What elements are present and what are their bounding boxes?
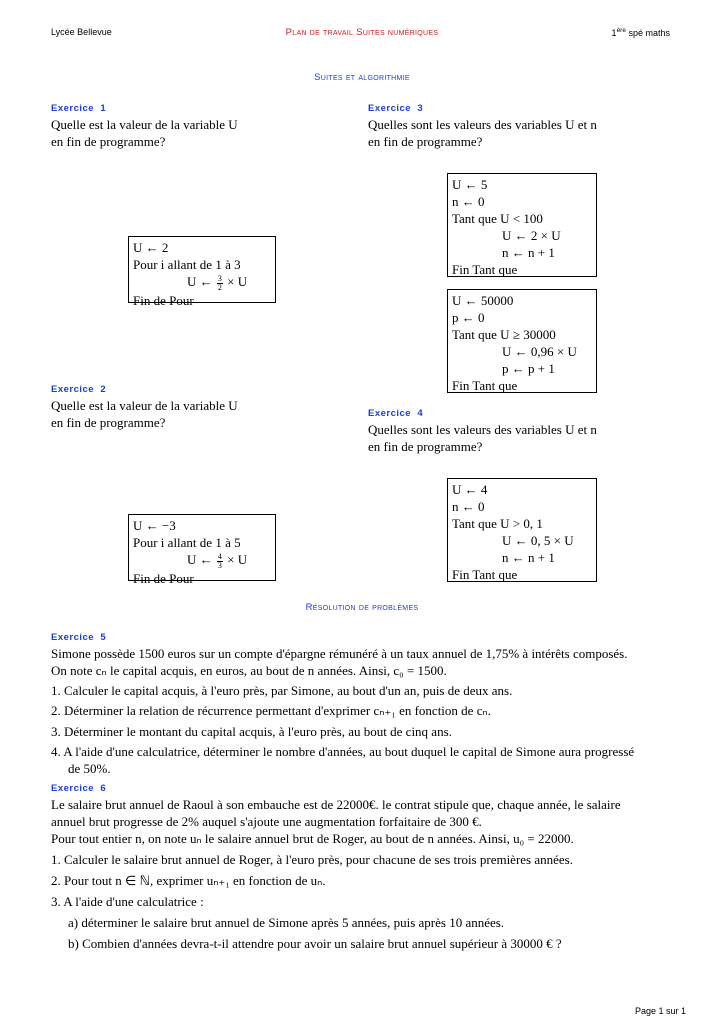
exercise-5-item-1: 1. Calculer le capital acquis, à l'euro près, par Simone, au bout d'un an, puis de deux ans.: [51, 683, 513, 698]
exercise-2-label: Exercice 2: [51, 384, 107, 395]
section-title-problemes: Résolution de problèmes: [305, 602, 419, 613]
exercise-4-algorithm: U ← 4 n ← 0 Tant que U > 0, 1 U ← 0, 5 × U n ← n + 1 Fin Tant que: [447, 478, 597, 582]
exercise-5-item-2: 2. Déterminer la relation de récurrence permettant d'exprimer cₙ₊₁ en fonction de cₙ.: [51, 703, 491, 718]
exercise-6-label: Exercice 6: [51, 783, 107, 794]
exercise-6-item-3: 3. A l'aide d'une calculatrice :: [51, 894, 204, 909]
exercise-3-algorithm-a: U ← 5 n ← 0 Tant que U < 100 U ← 2 × U n ← n + 1 Fin Tant que: [447, 173, 597, 277]
exercise-5-item-3: 3. Déterminer le montant du capital acquis, à l'euro près, au bout de cinq ans.: [51, 724, 452, 739]
exercise-5-item-4: 4. A l'aide d'une calculatrice, déterminer le nombre d'années, au bout duquel le capital de Simone aura progressé: [51, 744, 635, 759]
exercise-1-question: Quelle est la valeur de la variable U en fin de programme?: [51, 117, 238, 149]
exercise-5-item-4-continued: de 50%.: [68, 761, 111, 776]
exercise-3-question: Quelles sont les valeurs des variables U et n en fin de programme?: [368, 117, 597, 149]
header-title: Plan de travail Suites numériques: [285, 27, 439, 38]
header-school: Lycée Bellevue: [51, 27, 112, 37]
section-title-algorithmie: Suites et algorithmie: [314, 72, 410, 83]
exercise-6-item-1: 1. Calculer le salaire brut annuel de Roger, à l'euro près, pour chacune de ses trois premières années.: [51, 852, 573, 867]
exercise-1-algorithm: U ← 2 Pour i allant de 1 à 3 U ← $\frac{3}{2}$ × U Fin de Pour: [128, 236, 276, 303]
header-class: 1ère spé maths: [611, 27, 670, 38]
page-number: Page 1 sur 1: [634, 1006, 686, 1016]
exercise-2-algorithm: U ← −3 Pour i allant de 1 à 5 U ← $\frac{4}{3}$ × U Fin de Pour: [128, 514, 276, 581]
exercise-5-statement: Simone possède 1500 euros sur un compte d'épargne rémunéré à un taux annuel de 1,75% à intérêts composés. On note cₙ le capital acquis, en euros, au bout de n années. Ainsi, c₀ = 1500.: [51, 646, 628, 678]
exercise-2-question: Quelle est la valeur de la variable U en fin de programme?: [51, 398, 238, 430]
exercise-1-label: Exercice 1: [51, 103, 107, 114]
exercise-4-question: Quelles sont les valeurs des variables U et n en fin de programme?: [368, 422, 597, 454]
exercise-6-item-3b: b) Combien d'années devra-t-il attendre pour avoir un salaire brut annuel supérieur à 30000 € ?: [68, 936, 562, 951]
exercise-6-item-3a: a) déterminer le salaire brut annuel de Simone après 5 années, puis après 10 années.: [68, 915, 505, 930]
exercise-3-algorithm-b: U ← 50000 p ← 0 Tant que U ≥ 30000 U ← 0,96 × U p ← p + 1 Fin Tant que: [447, 289, 597, 393]
exercise-4-label: Exercice 4: [368, 408, 424, 419]
exercise-6-statement: Le salaire brut annuel de Raoul à son embauche est de 22000€. le contrat stipule que, chaque année, le salaire annuel brut progresse de 2% auquel s'ajoute une augmentation forfaitaire de 300 €. Pour tout entier n, on note uₙ le salaire annuel brut de Roger, au bout de n années. Ainsi, u₀ = 22000.: [51, 797, 621, 846]
exercise-6-item-2: 2. Pour tout n ∈ ℕ, exprimer uₙ₊₁ en fonction de uₙ.: [51, 873, 326, 888]
exercise-5-label: Exercice 5: [51, 632, 107, 643]
exercise-3-label: Exercice 3: [368, 103, 424, 114]
